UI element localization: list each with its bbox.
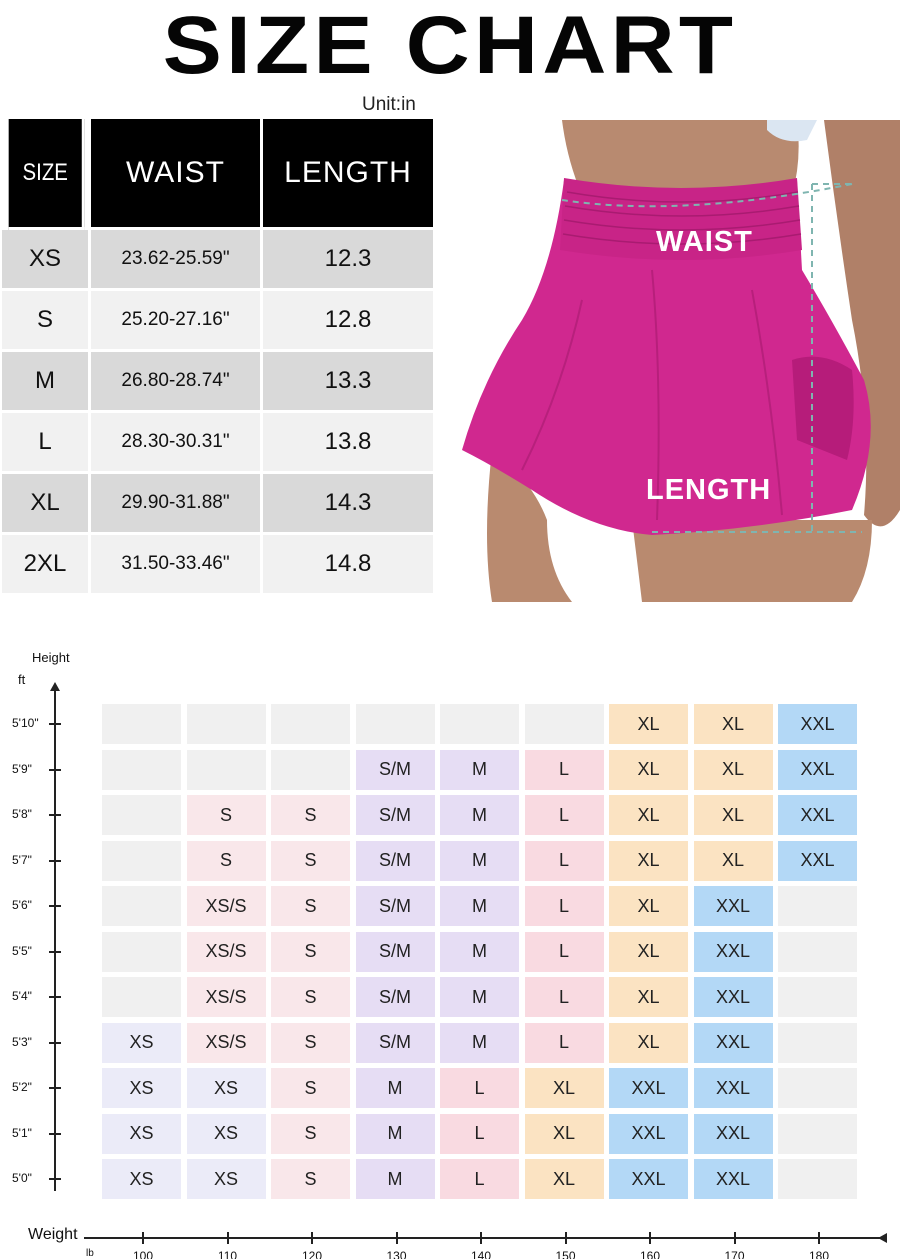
fit-cell: M [440, 1023, 519, 1063]
fit-cell [102, 750, 181, 790]
length-cell: 12.3 [263, 230, 436, 291]
fit-cell [778, 1023, 857, 1063]
fit-cell: XXL [694, 1068, 773, 1108]
fit-cell: L [440, 1114, 519, 1154]
fit-cell: S [187, 841, 266, 881]
waist-cell: 31.50-33.46" [91, 535, 263, 596]
fit-cell: S/M [356, 977, 435, 1017]
header-waist: WAIST [91, 119, 263, 230]
fit-cell: M [356, 1068, 435, 1108]
height-label: 5'5" [12, 943, 32, 958]
x-axis-tick [227, 1232, 229, 1244]
fit-cell [778, 1114, 857, 1154]
y-axis-line [54, 688, 56, 1191]
shorts-photo [452, 120, 900, 602]
fit-cell: XXL [694, 886, 773, 926]
y-axis-tick [49, 996, 61, 998]
y-axis-title: Height [32, 650, 70, 665]
fit-cell: M [440, 932, 519, 972]
fit-cell: L [525, 977, 604, 1017]
y-axis-unit: ft [18, 672, 26, 687]
height-label: 5'3" [12, 1034, 32, 1049]
fit-cell: S [271, 841, 350, 881]
fit-cell: XXL [694, 1114, 773, 1154]
table-header-row [2, 119, 436, 230]
height-label: 5'7" [12, 852, 32, 867]
fit-cell: S/M [356, 1023, 435, 1063]
y-axis-tick [49, 723, 61, 725]
height-label: 5'9" [12, 761, 32, 776]
table-row [2, 291, 436, 352]
x-axis-tick [311, 1232, 313, 1244]
weight-label: 130 [386, 1249, 407, 1259]
size-measurement-table [2, 119, 436, 596]
weight-label: 110 [217, 1249, 238, 1259]
height-label: 5'1" [12, 1125, 32, 1140]
fit-cell: M [356, 1159, 435, 1199]
table-row [2, 474, 436, 535]
fit-cell: XL [694, 841, 773, 881]
weight-label: 100 [132, 1249, 154, 1259]
fit-cell: XXL [778, 750, 857, 790]
fit-cell: XXL [694, 932, 773, 972]
fit-cell: XL [609, 932, 688, 972]
fit-cell: XS [187, 1159, 266, 1199]
unit-label: Unit:in [362, 94, 416, 115]
height-label: 5'8" [12, 807, 32, 821]
fit-cell: M [440, 841, 519, 881]
fit-cell [778, 1068, 857, 1108]
fit-cell: XL [525, 1068, 604, 1108]
waist-cell: 23.62-25.59" [91, 230, 263, 291]
fit-cell: S [271, 977, 350, 1017]
x-axis-title: Weight [28, 1226, 78, 1243]
fit-cell: S [271, 932, 350, 972]
fit-cell: XXL [609, 1068, 688, 1108]
size-cell: L [2, 413, 91, 474]
fit-cell: XL [694, 750, 773, 790]
fit-cell: XS/S [187, 932, 266, 972]
fit-cell [102, 886, 181, 926]
fit-cell [102, 704, 181, 744]
fit-cell: XXL [778, 795, 857, 835]
weight-label: 170 [724, 1249, 745, 1259]
size-cell: 2XL [2, 535, 91, 596]
fit-cell: XL [525, 1159, 604, 1199]
y-axis-tick [49, 1133, 61, 1135]
fit-cell: L [525, 841, 604, 881]
fit-cell: XS [102, 1023, 181, 1063]
fit-cell: S/M [356, 886, 435, 926]
fit-cell: S/M [356, 932, 435, 972]
y-axis-tick [49, 814, 61, 816]
table-row [2, 230, 436, 291]
length-label: LENGTH [646, 474, 772, 506]
x-axis-tick [734, 1232, 736, 1244]
length-cell: 13.8 [263, 413, 436, 474]
height-label: 5'0" [12, 1171, 32, 1185]
weight-label: 150 [555, 1249, 576, 1259]
table-row [2, 535, 436, 596]
weight-label: 160 [639, 1249, 661, 1259]
fit-cell: L [525, 886, 604, 926]
fit-cell: XXL [609, 1159, 688, 1199]
fit-cell [187, 704, 266, 744]
x-axis-tick [565, 1232, 567, 1244]
fit-cell: XXL [778, 841, 857, 881]
length-cell: 13.3 [263, 352, 436, 413]
fit-cell: XS [187, 1114, 266, 1154]
fit-cell [102, 932, 181, 972]
fit-cell: XS/S [187, 1023, 266, 1063]
fit-cell: S [271, 1068, 350, 1108]
fit-cell [778, 932, 857, 972]
fit-cell: S [271, 1114, 350, 1154]
fit-cell [102, 977, 181, 1017]
page-title: SIZE CHART [162, 0, 738, 91]
fit-cell: S/M [356, 750, 435, 790]
fit-cell: L [525, 1023, 604, 1063]
fit-cell: XS [102, 1159, 181, 1199]
fit-cell [102, 841, 181, 881]
x-axis-unit: lb [86, 1248, 94, 1259]
fit-cell: XL [525, 1114, 604, 1154]
fit-cell: XXL [694, 977, 773, 1017]
fit-cell: M [440, 795, 519, 835]
fit-cell: XXL [694, 1159, 773, 1199]
fit-cell: XL [609, 886, 688, 926]
fit-cell: M [440, 886, 519, 926]
x-axis-line [84, 1237, 880, 1239]
fit-cell: S/M [356, 841, 435, 881]
y-axis-tick [49, 1178, 61, 1180]
fit-cell: XS [102, 1114, 181, 1154]
fit-cell: XS/S [187, 886, 266, 926]
fit-cell: XXL [778, 704, 857, 744]
table-row [2, 352, 436, 413]
size-cell: S [2, 291, 91, 352]
x-axis-tick [142, 1232, 144, 1244]
fit-cell: XS [102, 1068, 181, 1108]
fit-cell: M [440, 750, 519, 790]
fit-cell [778, 977, 857, 1017]
weight-label: 120 [301, 1249, 323, 1259]
waist-cell: 29.90-31.88" [91, 474, 263, 535]
fit-cell: XL [609, 704, 688, 744]
fit-cell [778, 1159, 857, 1199]
height-label: 5'10" [12, 716, 39, 730]
fit-cell: XL [609, 750, 688, 790]
fit-cell: XL [609, 841, 688, 881]
length-cell: 14.3 [263, 474, 436, 535]
fit-cell: S [271, 1023, 350, 1063]
weight-label: 180 [808, 1249, 830, 1259]
fit-cell [440, 704, 519, 744]
fit-cell: S [271, 795, 350, 835]
fit-cell: XL [609, 795, 688, 835]
x-axis-tick [396, 1232, 398, 1244]
fit-cell: S [271, 886, 350, 926]
fit-cell: XS [187, 1068, 266, 1108]
fit-cell: XS/S [187, 977, 266, 1017]
size-cell: M [2, 352, 91, 413]
fit-cell [525, 704, 604, 744]
fit-cell [356, 704, 435, 744]
height-label: 5'4" [12, 989, 32, 1003]
fit-cell: XL [609, 977, 688, 1017]
y-axis-tick [49, 769, 61, 771]
weight-label: 140 [470, 1249, 492, 1259]
x-axis-arrow [878, 1233, 887, 1243]
y-axis-tick [49, 1042, 61, 1044]
y-axis-tick [49, 1087, 61, 1089]
waist-cell: 28.30-30.31" [91, 413, 263, 474]
fit-cell: L [525, 932, 604, 972]
fit-cell [187, 750, 266, 790]
table-row [2, 413, 436, 474]
fit-cell: XXL [694, 1023, 773, 1063]
waist-label: WAIST [656, 226, 753, 258]
fit-cell [778, 886, 857, 926]
y-axis-tick [49, 951, 61, 953]
fit-cell: L [440, 1068, 519, 1108]
fit-cell: XL [694, 704, 773, 744]
fit-cell: S [187, 795, 266, 835]
x-axis-tick [480, 1232, 482, 1244]
fit-cell: L [525, 750, 604, 790]
waist-cell: 25.20-27.16" [91, 291, 263, 352]
size-cell: XS [2, 230, 91, 291]
fit-cell: XXL [609, 1114, 688, 1154]
height-label: 5'2" [12, 1080, 32, 1094]
fit-cell: L [440, 1159, 519, 1199]
x-axis-tick [818, 1232, 820, 1244]
fit-cell: S [271, 1159, 350, 1199]
shorts-illustration [452, 120, 900, 602]
fit-cell [102, 795, 181, 835]
fit-cell: S/M [356, 795, 435, 835]
fit-cell: XL [694, 795, 773, 835]
length-cell: 14.8 [263, 535, 436, 596]
header-length: LENGTH [263, 119, 436, 230]
fit-cell [271, 704, 350, 744]
y-axis-tick [49, 905, 61, 907]
length-cell: 12.8 [263, 291, 436, 352]
fit-cell [271, 750, 350, 790]
height-label: 5'6" [12, 898, 32, 912]
y-axis-tick [49, 860, 61, 862]
waist-cell: 26.80-28.74" [91, 352, 263, 413]
size-cell: XL [2, 474, 91, 535]
fit-cell: XL [609, 1023, 688, 1063]
fit-cell: L [525, 795, 604, 835]
fit-cell: M [440, 977, 519, 1017]
header-size: SIZE [9, 119, 85, 230]
x-axis-tick [649, 1232, 651, 1244]
fit-cell: M [356, 1114, 435, 1154]
